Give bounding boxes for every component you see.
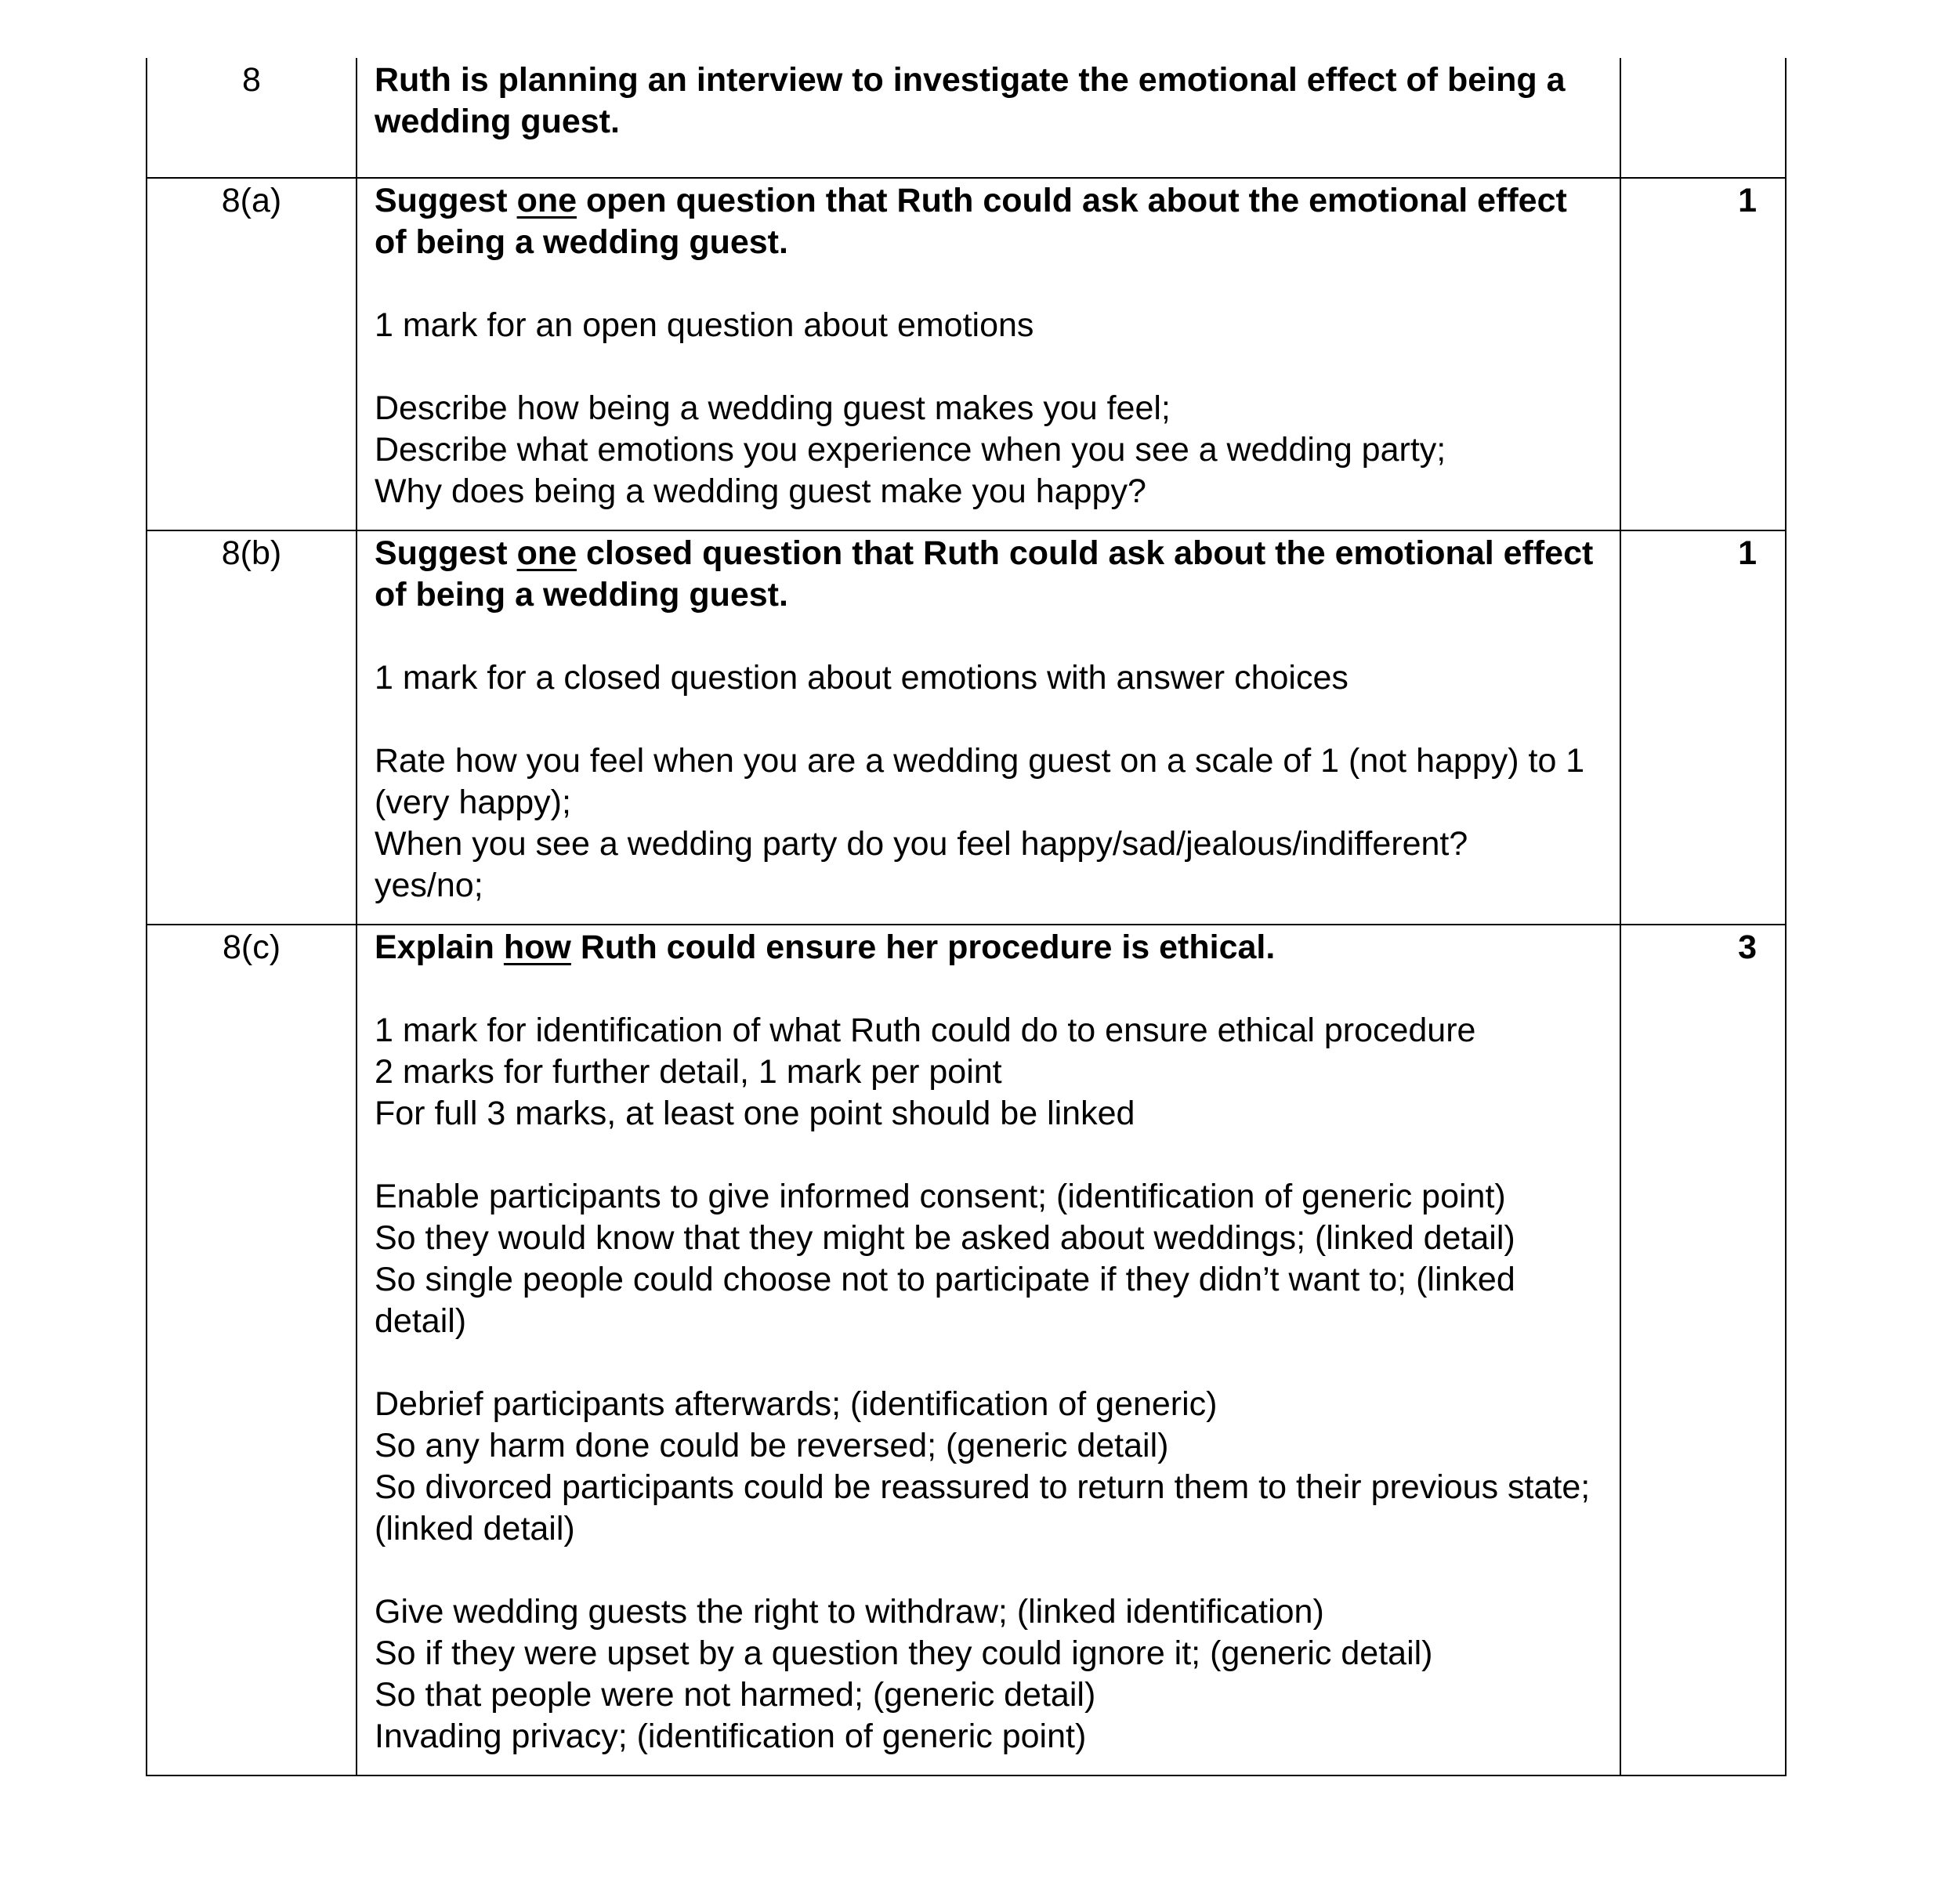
question-number: 8(b)	[147, 530, 357, 925]
mark-guidance	[375, 657, 1606, 699]
answer-line: Invading privacy; (identification of generic point)	[375, 1718, 1087, 1755]
marks-cell	[1620, 58, 1786, 178]
question-text-start: Suggest	[375, 534, 517, 572]
answer-line: Debrief participants afterwards; (identification of generic)	[375, 1385, 1218, 1423]
table-row	[147, 530, 1786, 925]
example-line: Describe what emotions you experience when you see a wedding party;	[375, 431, 1446, 469]
table-row	[147, 178, 1786, 530]
question-text-end: Ruth could ensure her procedure is ethical.	[570, 928, 1276, 966]
question-number: 8	[147, 58, 357, 178]
question-text: Ruth is planning an interview to investigate the emotional effect of being a wedding guest.	[375, 61, 1566, 140]
example-line: Describe how being a wedding guest makes you feel;	[375, 389, 1171, 427]
answer-line: So divorced participants could be reassured to return them to their previous state; (linked detail)	[375, 1468, 1591, 1547]
question-text	[375, 180, 1606, 263]
example-line: Why does being a wedding guest make you happy?	[375, 472, 1146, 510]
answer-line: Enable participants to give informed consent; (identification of generic point)	[375, 1178, 1506, 1215]
example-answers	[375, 740, 1606, 907]
table-row	[147, 925, 1786, 1775]
answer-line: So that people were not harmed; (generic detail)	[375, 1676, 1096, 1714]
question-number: 8(c)	[147, 925, 357, 1775]
answer-line: So they would know that they might be asked about weddings; (linked detail)	[375, 1219, 1515, 1257]
question-keyword: how	[503, 928, 571, 966]
question-keyword: one	[516, 182, 577, 219]
question-text-end: open question that Ruth could ask about the emotional effect of being a wedding guest.	[375, 182, 1567, 261]
answer-line: So single people could choose not to participate if they didn’t want to; (linked detail)	[375, 1261, 1515, 1340]
mark-scheme-table	[146, 58, 1787, 1776]
question-text	[375, 533, 1606, 616]
answer-group-debrief	[375, 1384, 1606, 1550]
example-line: yes/no;	[375, 867, 483, 904]
answer-cell	[357, 925, 1620, 1775]
question-keyword: one	[516, 534, 577, 572]
marks-cell: 3	[1620, 925, 1786, 1775]
answer-cell	[357, 530, 1620, 925]
answer-group-withdraw	[375, 1591, 1606, 1757]
question-text	[375, 927, 1606, 968]
guidance-line: 2 marks for further detail, 1 mark per point	[375, 1053, 1002, 1091]
question-text-end: closed question that Ruth could ask about the emotional effect of being a wedding guest.	[375, 534, 1594, 614]
guidance-line: 1 mark for a closed question about emotions with answer choices	[375, 659, 1348, 697]
table-row	[147, 58, 1786, 178]
guidance-line: For full 3 marks, at least one point should be linked	[375, 1095, 1135, 1132]
question-number: 8(a)	[147, 178, 357, 530]
answer-cell	[357, 178, 1620, 530]
question-text-start: Suggest	[375, 182, 517, 219]
guidance-line: 1 mark for identification of what Ruth could do to ensure ethical procedure	[375, 1012, 1476, 1049]
example-line: When you see a wedding party do you feel happy/sad/jealous/indifferent?	[375, 825, 1468, 863]
guidance-line: 1 mark for an open question about emotions	[375, 306, 1034, 344]
answer-group-consent	[375, 1176, 1606, 1342]
example-line: Rate how you feel when you are a wedding guest on a scale of 1 (not happy) to 1 (very happy);	[375, 742, 1585, 821]
answer-line: So any harm done could be reversed; (generic detail)	[375, 1427, 1169, 1464]
mark-guidance	[375, 1010, 1606, 1135]
example-answers	[375, 388, 1606, 512]
mark-guidance	[375, 305, 1606, 346]
marks-cell: 1	[1620, 530, 1786, 925]
question-text-start: Explain	[375, 928, 504, 966]
answer-line: Give wedding guests the right to withdraw; (linked identification)	[375, 1593, 1324, 1631]
marks-cell: 1	[1620, 178, 1786, 530]
answer-line: So if they were upset by a question they could ignore it; (generic detail)	[375, 1634, 1433, 1672]
answer-cell	[357, 58, 1620, 178]
